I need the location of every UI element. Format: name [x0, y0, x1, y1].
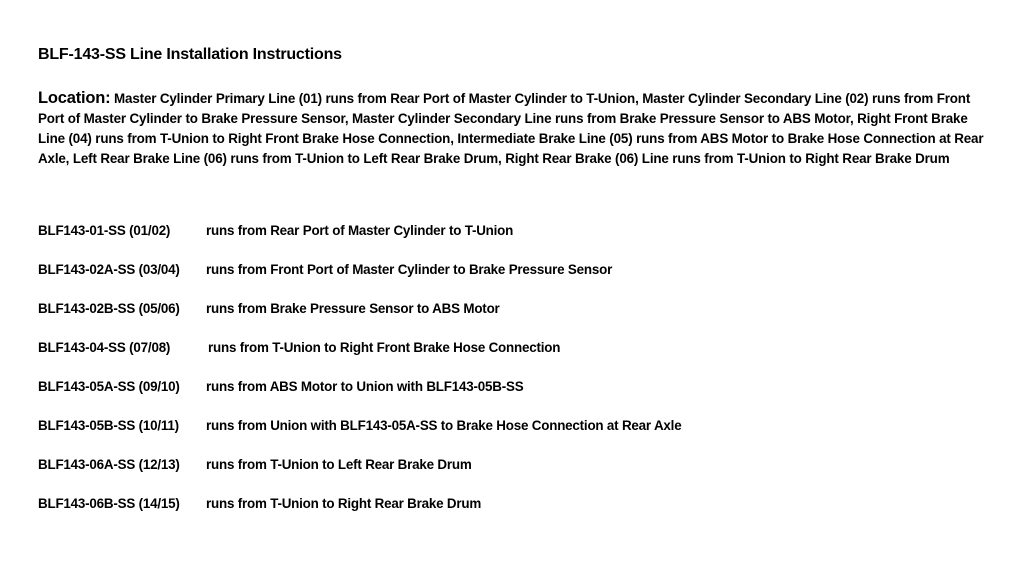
line-part-number: BLF143-06B-SS (14/15)	[38, 496, 180, 511]
line-part-number: BLF143-04-SS (07/08)	[38, 340, 171, 355]
line-item	[38, 262, 938, 301]
line-item	[38, 379, 938, 418]
document-title: BLF-143-SS Line Installation Instructions	[38, 46, 342, 63]
line-description: runs from Front Port of Master Cylinder to Brake Pressure Sensor	[206, 262, 613, 277]
line-part-number: BLF143-02B-SS (05/06)	[38, 301, 180, 316]
location-paragraph	[38, 88, 998, 169]
line-description: runs from Union with BLF143-05A-SS to Brake Hose Connection at Rear Axle	[206, 418, 682, 433]
line-description: runs from ABS Motor to Union with BLF143-05B-SS	[206, 379, 524, 394]
line-description: runs from T-Union to Right Rear Brake Drum	[206, 496, 482, 511]
line-list	[38, 223, 938, 535]
line-item	[38, 223, 938, 262]
line-description: runs from Brake Pressure Sensor to ABS Motor	[206, 301, 500, 316]
location-label: Location:	[38, 89, 111, 107]
line-part-number: BLF143-06A-SS (12/13)	[38, 457, 180, 472]
location-text: Master Cylinder Primary Line (01) runs from Rear Port of Master Cylinder to T-Union, Master Cylinder Secondary Line (02) runs from Front Port of Master Cylinder to Brake Pressure Sensor, Master Cylinder Secondary Line runs from Brake Pressure Sensor to ABS Motor, Right Front Brake Line (04) runs from T-Union to Right Front Brake Hose Connection, Intermediate Brake Line (05) runs from ABS Motor to Brake Hose Connection at Rear Axle, Left Rear Brake Line (06) runs from T-Union to Left Rear Brake Drum, Right Rear Brake (06) Line runs from T-Union to Right Rear Brake Drum	[38, 91, 984, 166]
line-item	[38, 340, 938, 379]
line-part-number: BLF143-05A-SS (09/10)	[38, 379, 180, 394]
line-item	[38, 301, 938, 340]
line-description: runs from Rear Port of Master Cylinder to T-Union	[206, 223, 514, 238]
line-item	[38, 457, 938, 496]
line-item	[38, 496, 938, 535]
line-part-number: BLF143-01-SS (01/02)	[38, 223, 171, 238]
line-item	[38, 418, 938, 457]
line-part-number: BLF143-02A-SS (03/04)	[38, 262, 180, 277]
line-description: runs from T-Union to Left Rear Brake Drum	[206, 457, 472, 472]
line-part-number: BLF143-05B-SS (10/11)	[38, 418, 179, 433]
line-description: runs from T-Union to Right Front Brake Hose Connection	[208, 340, 561, 355]
